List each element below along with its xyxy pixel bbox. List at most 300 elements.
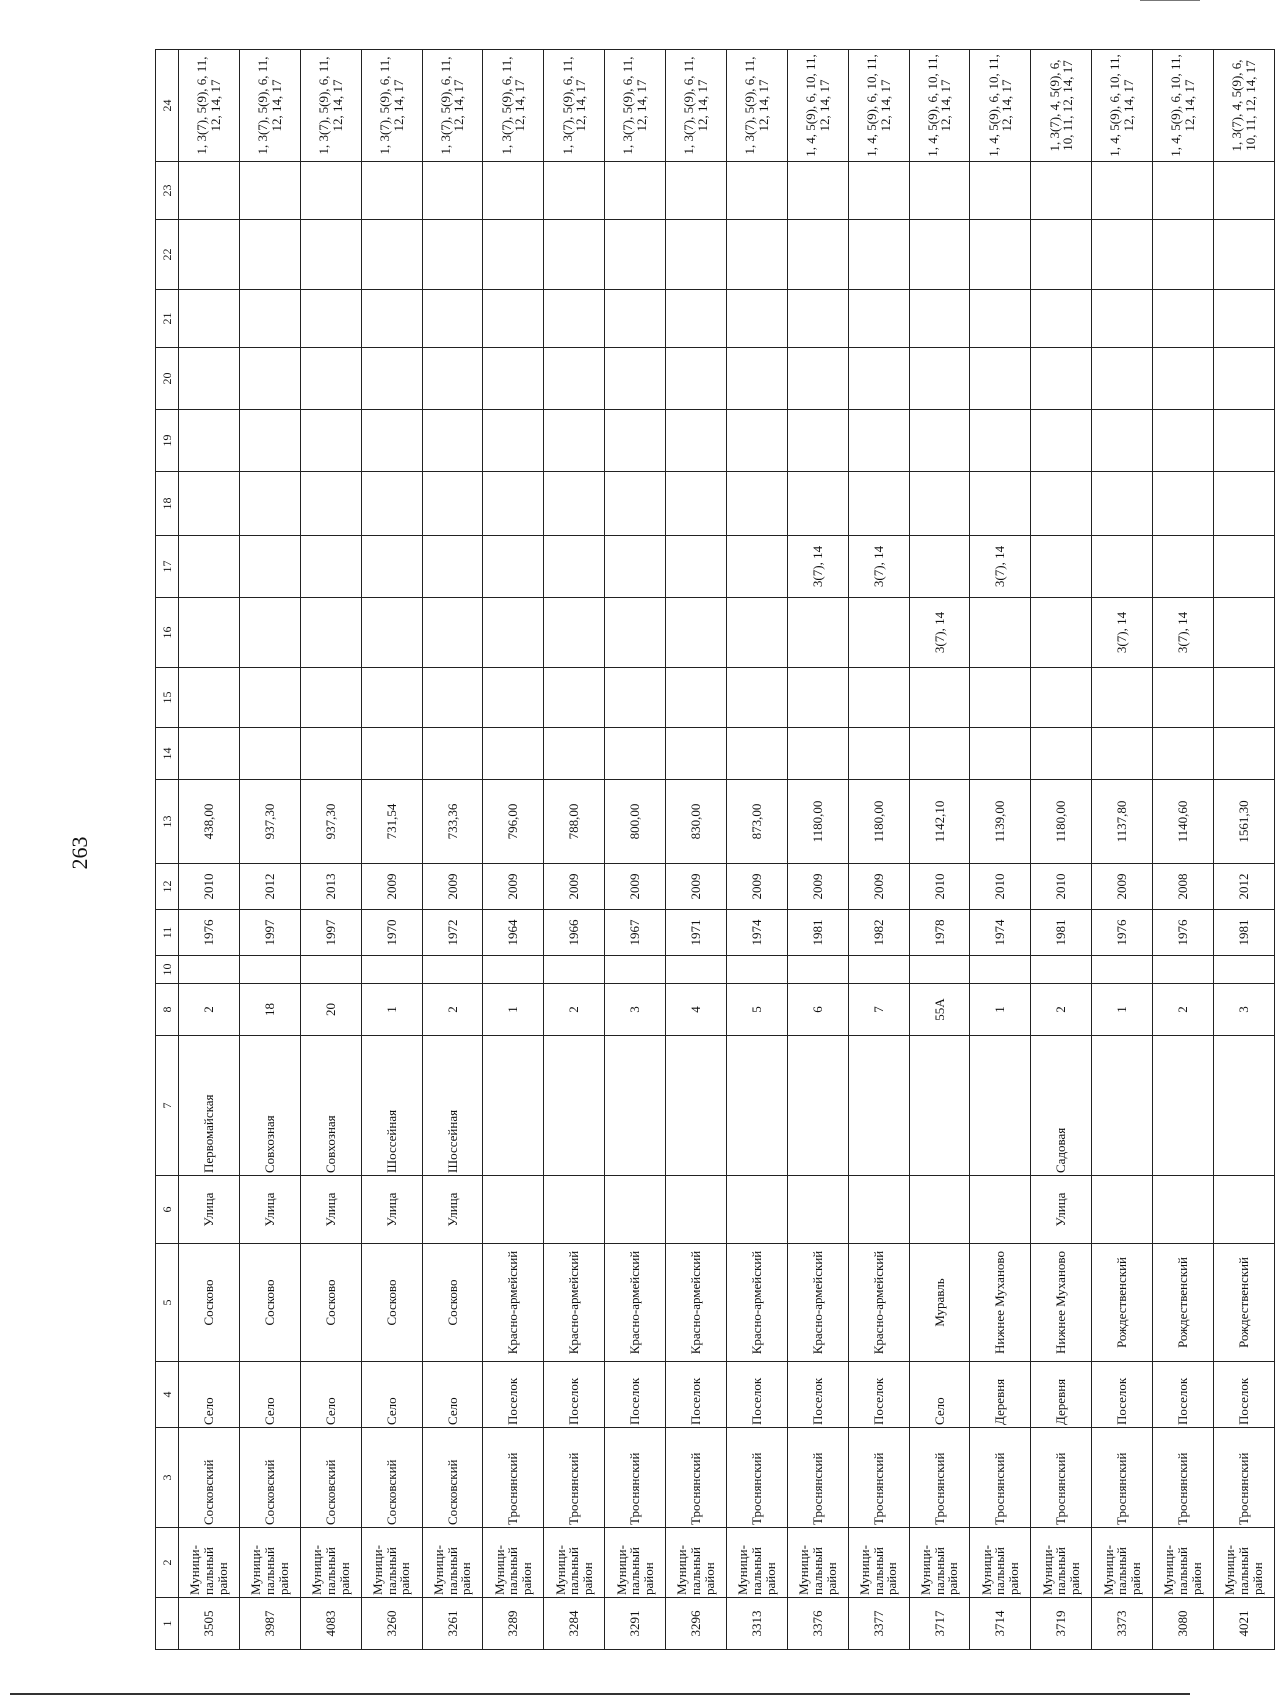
table-cell	[1153, 410, 1214, 472]
table-cell: 2	[179, 984, 240, 1036]
table-cell: 20	[300, 984, 361, 1036]
table-cell	[1031, 348, 1092, 410]
table-cell	[909, 536, 970, 598]
table-cell	[544, 956, 605, 984]
table-cell	[239, 598, 300, 668]
table-cell: 3987	[239, 1598, 300, 1650]
table-cell: Улица	[300, 1176, 361, 1244]
table-row	[970, 50, 1031, 1650]
table-cell: Муници-пальный район	[848, 1528, 909, 1598]
table-cell	[483, 410, 544, 472]
table-cell	[1031, 668, 1092, 728]
table-cell: Село	[239, 1362, 300, 1428]
table-cell: 796,00	[483, 780, 544, 864]
table-cell	[179, 728, 240, 780]
table-cell	[970, 472, 1031, 536]
table-cell	[1031, 410, 1092, 472]
table-cell: 2	[544, 984, 605, 1036]
table-cell	[1092, 668, 1153, 728]
table-cell	[787, 1036, 848, 1176]
table-cell	[970, 728, 1031, 780]
table-cell: 800,00	[605, 780, 666, 864]
table-cell	[605, 162, 666, 220]
table-cell: 1978	[909, 910, 970, 956]
column-header: 20	[156, 348, 179, 410]
table-cell: Муници-пальный район	[544, 1528, 605, 1598]
table-cell: Совхозная	[300, 1036, 361, 1176]
table-cell: Красно-армейский	[483, 1244, 544, 1362]
table-cell: Нижнее Муханово	[970, 1244, 1031, 1362]
table-cell: Троснянский	[666, 1428, 727, 1528]
table-cell	[544, 220, 605, 290]
column-header: 21	[156, 290, 179, 348]
table-cell: 1, 3(7), 5(9), 6, 11, 12, 14, 17	[544, 50, 605, 162]
table-cell	[970, 1176, 1031, 1244]
table-cell: Шоссейная	[422, 1036, 483, 1176]
table-cell	[483, 290, 544, 348]
table-cell	[1213, 220, 1274, 290]
rotated-table-container	[155, 50, 1275, 1650]
table-cell	[361, 598, 422, 668]
table-cell: Садовая	[1031, 1036, 1092, 1176]
table-cell	[1153, 348, 1214, 410]
table-cell	[726, 1036, 787, 1176]
table-cell: Поселок	[483, 1362, 544, 1428]
table-cell	[605, 1176, 666, 1244]
table-cell: 3260	[361, 1598, 422, 1650]
table-cell: Нижнее Муханово	[1031, 1244, 1092, 1362]
column-header: 6	[156, 1176, 179, 1244]
table-cell	[361, 290, 422, 348]
table-cell	[361, 410, 422, 472]
table-cell	[970, 668, 1031, 728]
table-cell: 3377	[848, 1598, 909, 1650]
table-cell: Троснянский	[1092, 1428, 1153, 1528]
table-cell	[726, 956, 787, 984]
column-header: 15	[156, 668, 179, 728]
table-cell	[970, 220, 1031, 290]
table-cell: 1970	[361, 910, 422, 956]
table-cell	[300, 472, 361, 536]
table-cell: Троснянский	[1031, 1428, 1092, 1528]
table-cell: 3080	[1153, 1598, 1214, 1650]
table-cell: 2012	[1213, 864, 1274, 910]
column-header: 10	[156, 956, 179, 984]
top-right-edge-line	[1140, 0, 1200, 1]
table-cell: Троснянский	[1153, 1428, 1214, 1528]
table-cell	[179, 410, 240, 472]
table-cell	[1092, 472, 1153, 536]
table-cell	[848, 220, 909, 290]
table-cell: 2010	[1031, 864, 1092, 910]
table-cell: 1137,80	[1092, 780, 1153, 864]
table-cell	[787, 220, 848, 290]
column-header: 3	[156, 1428, 179, 1528]
table-cell	[179, 668, 240, 728]
table-cell: 2010	[179, 864, 240, 910]
table-cell	[666, 472, 727, 536]
table-cell	[726, 220, 787, 290]
table-cell: Троснянский	[970, 1428, 1031, 1528]
table-cell	[787, 956, 848, 984]
table-cell: 1974	[970, 910, 1031, 956]
table-cell: Сосковский	[361, 1428, 422, 1528]
table-cell	[726, 410, 787, 472]
table-cell: Поселок	[1213, 1362, 1274, 1428]
table-cell: Поселок	[726, 1362, 787, 1428]
table-cell	[970, 956, 1031, 984]
table-cell: Сосковский	[300, 1428, 361, 1528]
table-cell: Поселок	[848, 1362, 909, 1428]
table-cell: Муници-пальный район	[361, 1528, 422, 1598]
table-cell	[909, 472, 970, 536]
table-cell	[239, 668, 300, 728]
table-cell: 2	[422, 984, 483, 1036]
table-cell	[483, 162, 544, 220]
table-cell: 1, 3(7), 5(9), 6, 11, 12, 14, 17	[239, 50, 300, 162]
table-cell: Муници-пальный район	[179, 1528, 240, 1598]
table-cell	[1153, 956, 1214, 984]
table-cell	[1092, 1036, 1153, 1176]
table-cell	[1213, 410, 1274, 472]
table-cell	[300, 348, 361, 410]
table-cell	[544, 1176, 605, 1244]
table-cell: Село	[361, 1362, 422, 1428]
table-cell: Муници-пальный район	[666, 1528, 727, 1598]
table-cell: 1981	[1031, 910, 1092, 956]
column-header: 22	[156, 220, 179, 290]
table-row	[300, 50, 361, 1650]
table-cell	[666, 536, 727, 598]
table-cell: 6	[787, 984, 848, 1036]
table-cell: 2009	[726, 864, 787, 910]
table-cell	[483, 472, 544, 536]
table-cell: 2013	[300, 864, 361, 910]
table-cell	[483, 348, 544, 410]
table-cell	[970, 162, 1031, 220]
table-cell	[179, 598, 240, 668]
table-cell	[179, 290, 240, 348]
table-cell	[544, 536, 605, 598]
table-cell: Улица	[239, 1176, 300, 1244]
table-cell: 18	[239, 984, 300, 1036]
table-cell	[666, 410, 727, 472]
column-header: 23	[156, 162, 179, 220]
table-cell: Муници-пальный район	[1153, 1528, 1214, 1598]
table-cell: 1561,30	[1213, 780, 1274, 864]
table-cell	[666, 220, 727, 290]
table-cell: 3313	[726, 1598, 787, 1650]
table-cell: 3289	[483, 1598, 544, 1650]
table-cell: 1, 3(7), 4, 5(9), 6, 10, 11, 12, 14, 17	[1031, 50, 1092, 162]
table-cell	[1031, 536, 1092, 598]
table-cell: 1981	[1213, 910, 1274, 956]
column-header: 17	[156, 536, 179, 598]
table-cell: 2009	[1092, 864, 1153, 910]
column-header: 18	[156, 472, 179, 536]
table-cell	[1031, 290, 1092, 348]
table-cell	[726, 348, 787, 410]
table-cell: Красно-армейский	[726, 1244, 787, 1362]
table-cell: 1	[970, 984, 1031, 1036]
table-cell: Красно-армейский	[787, 1244, 848, 1362]
column-header: 19	[156, 410, 179, 472]
table-cell: 3719	[1031, 1598, 1092, 1650]
table-cell: 1, 4, 5(9), 6, 10, 11, 12, 14, 17	[848, 50, 909, 162]
table-cell: 1180,00	[848, 780, 909, 864]
table-cell	[605, 598, 666, 668]
table-cell	[970, 1036, 1031, 1176]
table-row	[1031, 50, 1092, 1650]
table-cell	[605, 348, 666, 410]
table-cell: 1, 3(7), 5(9), 6, 11, 12, 14, 17	[422, 50, 483, 162]
table-cell	[422, 598, 483, 668]
table-cell	[239, 290, 300, 348]
table-cell: 1, 4, 5(9), 6, 10, 11, 12, 14, 17	[970, 50, 1031, 162]
table-cell: Сосково	[300, 1244, 361, 1362]
table-cell: Деревня	[970, 1362, 1031, 1428]
table-cell: 2012	[239, 864, 300, 910]
table-cell	[909, 348, 970, 410]
table-cell	[1213, 348, 1274, 410]
table-cell	[422, 220, 483, 290]
table-cell: 1, 3(7), 5(9), 6, 11, 12, 14, 17	[666, 50, 727, 162]
table-cell	[544, 162, 605, 220]
table-cell	[726, 536, 787, 598]
table-cell: Село	[422, 1362, 483, 1428]
column-header: 16	[156, 598, 179, 668]
table-cell: Муници-пальный район	[1092, 1528, 1153, 1598]
table-cell: Муници-пальный район	[422, 1528, 483, 1598]
table-row	[422, 50, 483, 1650]
table-cell	[544, 348, 605, 410]
table-cell	[605, 220, 666, 290]
table-body	[179, 50, 1275, 1650]
table-cell: Троснянский	[1213, 1428, 1274, 1528]
table-row	[483, 50, 544, 1650]
table-cell	[483, 956, 544, 984]
table-cell: 2009	[787, 864, 848, 910]
table-cell: Сосково	[179, 1244, 240, 1362]
table-cell: 3(7), 14	[909, 598, 970, 668]
table-cell	[848, 410, 909, 472]
table-cell	[909, 668, 970, 728]
table-cell	[1153, 290, 1214, 348]
table-cell	[666, 668, 727, 728]
table-cell: 2009	[361, 864, 422, 910]
table-cell: Сосково	[361, 1244, 422, 1362]
table-cell: Сосково	[422, 1244, 483, 1362]
table-cell: 438,00	[179, 780, 240, 864]
table-cell: 1966	[544, 910, 605, 956]
column-header: 4	[156, 1362, 179, 1428]
table-cell: 55А	[909, 984, 970, 1036]
bottom-edge-line	[10, 1693, 1190, 1695]
table-cell: 2	[1031, 984, 1092, 1036]
table-cell	[422, 956, 483, 984]
table-cell	[605, 728, 666, 780]
column-header: 2	[156, 1528, 179, 1598]
table-cell	[179, 472, 240, 536]
table-cell: 1180,00	[787, 780, 848, 864]
table-cell	[909, 1176, 970, 1244]
table-cell: Поселок	[1153, 1362, 1214, 1428]
table-cell: Сосковский	[239, 1428, 300, 1528]
table-cell	[666, 598, 727, 668]
table-cell	[179, 536, 240, 598]
table-cell	[666, 1176, 727, 1244]
table-row	[361, 50, 422, 1650]
table-cell: 1142,10	[909, 780, 970, 864]
table-cell	[1153, 1176, 1214, 1244]
table-cell: 2010	[970, 864, 1031, 910]
table-row	[848, 50, 909, 1650]
table-cell	[1092, 290, 1153, 348]
table-cell	[605, 536, 666, 598]
table-cell: 3(7), 14	[970, 536, 1031, 598]
table-row	[544, 50, 605, 1650]
table-cell	[1213, 728, 1274, 780]
table-cell	[361, 668, 422, 728]
table-cell: 731,54	[361, 780, 422, 864]
table-cell: 1971	[666, 910, 727, 956]
table-cell: 1982	[848, 910, 909, 956]
table-cell: Рождественский	[1213, 1244, 1274, 1362]
table-cell: 1964	[483, 910, 544, 956]
table-cell	[848, 728, 909, 780]
table-cell	[787, 348, 848, 410]
table-cell: 3373	[1092, 1598, 1153, 1650]
table-cell	[909, 290, 970, 348]
top-edge-line	[0, 0, 1200, 2]
table-cell	[361, 348, 422, 410]
table-cell: 7	[848, 984, 909, 1036]
table-cell: 733,36	[422, 780, 483, 864]
table-cell	[1213, 1036, 1274, 1176]
table-cell	[909, 1036, 970, 1176]
table-cell: 1, 3(7), 5(9), 6, 11, 12, 14, 17	[483, 50, 544, 162]
table-cell	[1092, 956, 1153, 984]
table-cell: 1976	[179, 910, 240, 956]
table-cell: 4021	[1213, 1598, 1274, 1650]
table-cell	[239, 410, 300, 472]
table-cell	[1092, 536, 1153, 598]
table-cell	[422, 536, 483, 598]
table-cell	[666, 290, 727, 348]
table-cell: Троснянский	[483, 1428, 544, 1528]
table-cell: 2009	[422, 864, 483, 910]
table-cell	[361, 220, 422, 290]
register-table	[155, 49, 1275, 1650]
table-cell: Муници-пальный район	[970, 1528, 1031, 1598]
table-cell: Муници-пальный район	[909, 1528, 970, 1598]
table-cell: Поселок	[605, 1362, 666, 1428]
table-cell	[848, 1176, 909, 1244]
table-cell: 873,00	[726, 780, 787, 864]
table-cell: 2009	[666, 864, 727, 910]
column-header: 11	[156, 910, 179, 956]
table-cell	[483, 220, 544, 290]
table-cell: 1967	[605, 910, 666, 956]
table-cell	[1092, 348, 1153, 410]
table-cell: Троснянский	[544, 1428, 605, 1528]
table-cell: Поселок	[1092, 1362, 1153, 1428]
table-cell: 1976	[1153, 910, 1214, 956]
table-cell: 1, 4, 5(9), 6, 10, 11, 12, 14, 17	[787, 50, 848, 162]
table-cell: Совхозная	[239, 1036, 300, 1176]
table-cell	[422, 290, 483, 348]
column-header: 5	[156, 1244, 179, 1362]
table-cell: Село	[179, 1362, 240, 1428]
table-cell: Поселок	[666, 1362, 727, 1428]
table-row	[726, 50, 787, 1650]
table-cell: 937,30	[300, 780, 361, 864]
table-cell: 2008	[1153, 864, 1214, 910]
table-cell	[970, 348, 1031, 410]
page-number: 263	[67, 836, 92, 870]
table-cell: 3(7), 14	[787, 536, 848, 598]
table-cell: Троснянский	[787, 1428, 848, 1528]
table-cell	[787, 162, 848, 220]
table-cell: 3(7), 14	[1092, 598, 1153, 668]
table-cell	[848, 162, 909, 220]
table-cell: 2009	[483, 864, 544, 910]
table-cell	[300, 536, 361, 598]
table-cell: Рождественский	[1092, 1244, 1153, 1362]
table-cell	[787, 410, 848, 472]
table-cell: 1, 3(7), 5(9), 6, 11, 12, 14, 17	[726, 50, 787, 162]
table-cell: 3(7), 14	[848, 536, 909, 598]
table-cell: 1, 4, 5(9), 6, 10, 11, 12, 14, 17	[1092, 50, 1153, 162]
table-cell	[787, 472, 848, 536]
table-cell	[1092, 728, 1153, 780]
table-cell	[726, 728, 787, 780]
table-cell	[179, 956, 240, 984]
table-cell: 1, 3(7), 5(9), 6, 11, 12, 14, 17	[361, 50, 422, 162]
table-cell: 1, 4, 5(9), 6, 10, 11, 12, 14, 17	[909, 50, 970, 162]
table-cell	[1153, 1036, 1214, 1176]
table-cell	[726, 1176, 787, 1244]
table-cell: Улица	[179, 1176, 240, 1244]
table-cell	[361, 162, 422, 220]
table-cell	[300, 410, 361, 472]
table-cell: Сосковский	[179, 1428, 240, 1528]
table-cell: Муници-пальный район	[483, 1528, 544, 1598]
table-cell	[970, 410, 1031, 472]
table-cell: Первомайская	[179, 1036, 240, 1176]
table-cell	[483, 598, 544, 668]
table-cell: 3296	[666, 1598, 727, 1650]
table-cell: Шоссейная	[361, 1036, 422, 1176]
table-cell	[1031, 472, 1092, 536]
table-cell	[544, 290, 605, 348]
table-cell	[666, 956, 727, 984]
table-cell	[1153, 162, 1214, 220]
table-cell	[179, 220, 240, 290]
table-cell	[1213, 668, 1274, 728]
table-cell	[605, 1036, 666, 1176]
column-header: 7	[156, 1036, 179, 1176]
table-cell: 3	[605, 984, 666, 1036]
table-cell	[300, 728, 361, 780]
table-cell: 4083	[300, 1598, 361, 1650]
table-cell	[422, 410, 483, 472]
table-cell	[1092, 410, 1153, 472]
table-cell	[787, 668, 848, 728]
column-header: 24	[156, 50, 179, 162]
table-cell	[726, 472, 787, 536]
table-cell: Улица	[361, 1176, 422, 1244]
